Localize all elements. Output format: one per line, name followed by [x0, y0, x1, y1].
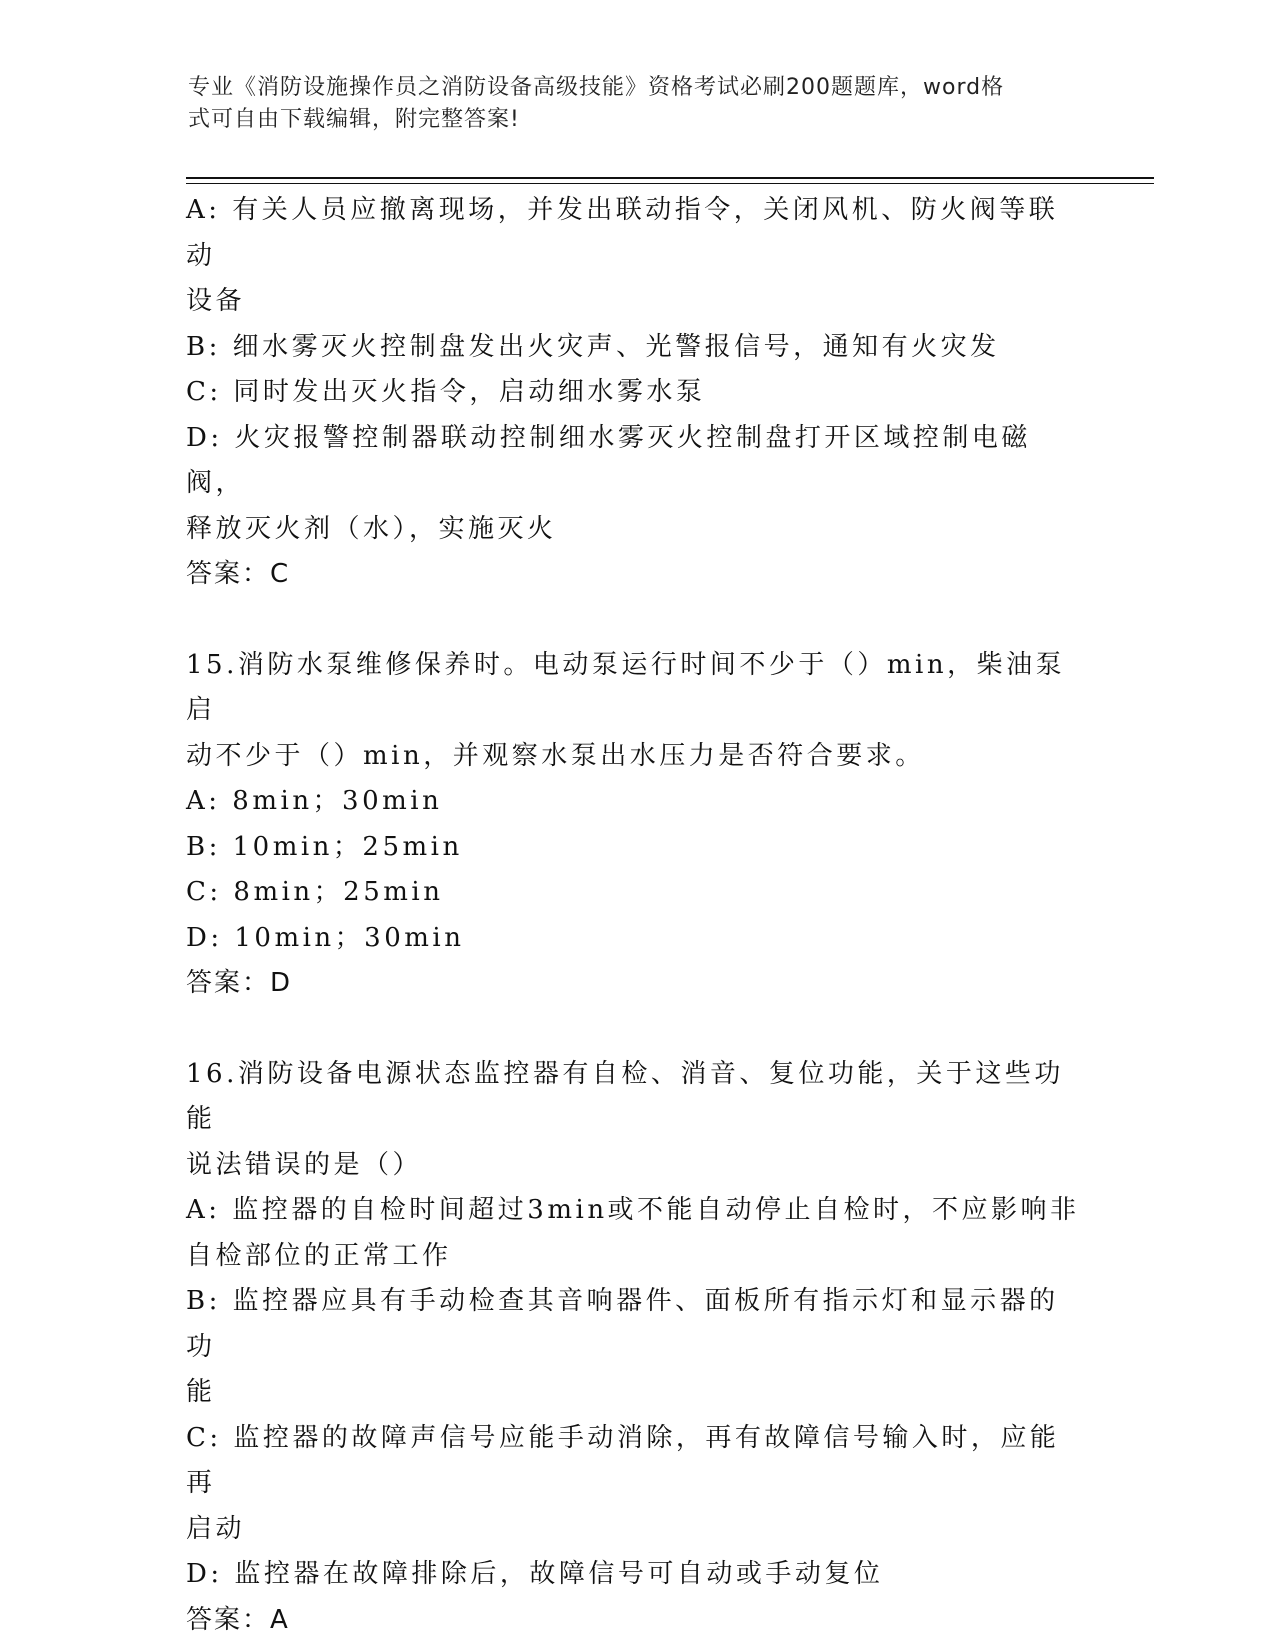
option-c-line-1: C: 监控器的故障声信号应能手动消除，再有故障信号输入时，应能再 — [186, 1422, 1060, 1498]
header-rule-thick — [186, 177, 1154, 179]
option-a-line-1: A: 有关人员应撤离现场，并发出联动指令，关闭风机、防火阀等联动 — [186, 195, 1059, 271]
page-header — [188, 72, 1068, 136]
option-a-line-2: 设备 — [186, 286, 246, 316]
spacer — [186, 598, 1086, 643]
header-rule-thin — [186, 183, 1154, 184]
question-14-options — [186, 188, 1086, 598]
question-stem-line-2: 说法错误的是（） — [186, 1149, 423, 1180]
option-c: C: 8min；25min — [186, 877, 444, 907]
question-16 — [186, 1052, 1086, 1644]
question-15 — [186, 643, 1086, 1007]
header-line-1: 专业《消防设施操作员之消防设备高级技能》资格考试必刷200题题库，word格 — [188, 75, 1005, 100]
option-b: B: 10min；25min — [186, 831, 463, 862]
answer: 答案：D — [186, 968, 293, 998]
question-stem-line-1: 16.消防设备电源状态监控器有自检、消音、复位功能，关于这些功能 — [186, 1058, 1064, 1134]
header-line-2: 式可自由下载编辑，附完整答案! — [188, 107, 520, 132]
option-a: A: 8min；30min — [186, 786, 443, 816]
question-stem-line-1: 15.消防水泵维修保养时。电动泵运行时间不少于（）min，柴油泵启 — [186, 649, 1066, 725]
option-d: D: 监控器在故障排除后，故障信号可自动或手动复位 — [186, 1559, 884, 1589]
spacer — [186, 1007, 1086, 1052]
option-a-line-1: A: 监控器的自检时间超过3min或不能自动停止自检时，不应影响非 — [186, 1195, 1080, 1225]
question-list — [186, 188, 1086, 1643]
option-a-line-2: 自检部位的正常工作 — [186, 1240, 452, 1271]
option-d-line-1: D: 火灾报警控制器联动控制细水雾灭火控制盘打开区域控制电磁阀， — [186, 422, 1031, 498]
answer: 答案：C — [186, 559, 291, 589]
option-b-line-1: B: 监控器应具有手动检查其音响器件、面板所有指示灯和显示器的功 — [186, 1286, 1059, 1362]
option-c: C: 同时发出灭火指令，启动细水雾水泵 — [186, 377, 706, 407]
question-stem-line-2: 动不少于（）min，并观察水泵出水压力是否符合要求。 — [186, 740, 925, 771]
option-d-line-2: 释放灭火剂（水），实施灭火 — [186, 513, 557, 544]
option-b: B: 细水雾灭火控制盘发出火灾声、光警报信号，通知有火灾发 — [186, 331, 1000, 362]
option-b-line-2: 能 — [186, 1377, 216, 1407]
option-d: D: 10min；30min — [186, 922, 465, 953]
answer: 答案：A — [186, 1604, 290, 1635]
option-c-line-2: 启动 — [186, 1513, 246, 1544]
